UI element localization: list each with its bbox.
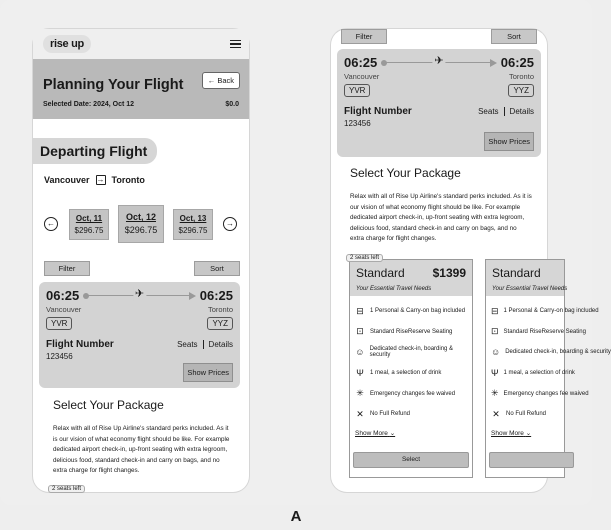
package-card-header [486, 260, 568, 296]
date-label: Oct, 11 [75, 214, 103, 223]
date-label: Oct, 12 [125, 212, 156, 222]
package-tagline: Your Essential Travel Needs [492, 286, 568, 292]
feature-label: 1 Personal & Carry-on bag included [370, 308, 466, 315]
package-description: Relax with all of Rise Up Airline's standard perks included. As it is our vision of what economy flight should be like. For example dedicated airport check-in, up-front seating with extra legroom, delicious food, standard check-in and carry on bags, and no extra charge for flight changes. [53, 425, 230, 474]
feature-item [486, 322, 586, 343]
feature-label: No Full Refund [506, 411, 547, 418]
show-prices-button[interactable]: Show Prices [484, 132, 534, 151]
seats-link[interactable]: Seats [478, 107, 499, 116]
origin-code: YVR [46, 317, 72, 330]
flight-number: 123456 [344, 119, 371, 128]
feature-label: No Full Refund [370, 411, 411, 418]
flight-number-label: Flight Number [344, 106, 412, 117]
date-card-oct-12[interactable] [118, 205, 164, 243]
feature-item [486, 383, 589, 404]
date-label: Oct, 13 [179, 214, 207, 223]
package-section [350, 166, 532, 245]
package-title: Select Your Package [53, 398, 164, 412]
origin-city: Vancouver [344, 72, 380, 81]
back-button[interactable]: ← Back [202, 72, 240, 89]
feature-item [350, 383, 472, 404]
phone-screen-left [33, 29, 249, 492]
feature-item [486, 342, 611, 363]
feature-label: 1 meal, a selection of drink [370, 370, 442, 377]
flight-path [381, 54, 497, 68]
flight-number: 123456 [46, 352, 73, 361]
phone-screen-right [331, 29, 611, 492]
prev-arrow-icon[interactable]: ← [44, 217, 58, 231]
airplane-icon: ✈ [434, 54, 444, 67]
package-section [53, 398, 233, 477]
menu-icon[interactable] [230, 40, 241, 48]
feature-label: Dedicated check-in, boarding & security [505, 349, 611, 356]
destination-city: Toronto [207, 305, 233, 314]
departure-time: 06:25 [46, 288, 80, 303]
show-more-label: Show More [355, 429, 388, 437]
person-check-icon: ☺ [355, 347, 365, 358]
seat-icon: ⊡ [491, 326, 499, 337]
package-name: Standard [492, 266, 541, 280]
origin-city: Vancouver [44, 175, 90, 185]
meal-icon: Ψ [356, 368, 364, 379]
luggage-icon: ⊟ [356, 305, 364, 316]
arrow-right-icon: → [96, 175, 105, 184]
filter-button[interactable]: Filter [44, 261, 90, 276]
destination-city: Toronto [508, 72, 534, 81]
logo: rise up [43, 35, 91, 53]
package-card-standard[interactable] [349, 259, 473, 478]
asterisk-icon: ✳ [491, 388, 499, 399]
date-price: $296.75 [74, 226, 104, 235]
date-price: $296.75 [178, 226, 208, 235]
departing-flight-heading: Departing Flight [33, 138, 157, 164]
x-icon: ✕ [356, 408, 364, 419]
seats-left-badge: 2 seats left [48, 485, 85, 493]
feature-label: 1 Personal & Carry-on bag included [503, 308, 599, 315]
filter-sort-bar [341, 29, 537, 44]
total-amount: $0.0 [225, 101, 239, 108]
select-button[interactable]: Select [353, 452, 469, 468]
date-price: $296.75 [124, 225, 158, 235]
feature-item [486, 363, 575, 384]
package-price: $1399 [432, 266, 466, 280]
page-title: Planning Your Flight [43, 77, 184, 93]
person-check-icon: ☺ [491, 347, 501, 358]
seats-left-badge: 2 seats left [346, 254, 383, 262]
top-bar [33, 29, 249, 59]
filter-button[interactable]: Filter [341, 29, 387, 44]
chevron-down-icon: ⌄ [525, 429, 532, 437]
feature-label: Dedicated check-in, boarding & security [369, 346, 454, 359]
package-name: Standard [356, 266, 405, 280]
chevron-down-icon: ⌄ [389, 429, 396, 437]
feature-label: Emergency changes fee waived [370, 390, 456, 397]
arrival-time: 06:25 [500, 55, 534, 70]
destination-code: YYZ [508, 84, 534, 97]
show-prices-button[interactable]: Show Prices [183, 363, 233, 382]
flight-path [83, 287, 196, 301]
feature-item [350, 342, 472, 363]
details-link[interactable]: Details [208, 340, 233, 349]
feature-label: Standard RiseReserve Seating [503, 328, 586, 335]
package-card-standard-2[interactable] [485, 259, 611, 478]
sort-button[interactable]: Sort [194, 261, 240, 276]
sort-button[interactable]: Sort [491, 29, 537, 44]
details-link[interactable]: Details [509, 107, 534, 116]
feature-label: 1 meal, a selection of drink [503, 370, 575, 377]
feature-item [350, 363, 472, 384]
package-tagline: Your Essential Travel Needs [356, 286, 432, 292]
meal-icon: Ψ [491, 368, 499, 379]
feature-item [486, 404, 564, 425]
show-more-label: Show More [491, 429, 524, 437]
seats-link[interactable]: Seats [177, 340, 198, 349]
arrival-time: 06:25 [199, 288, 233, 303]
show-more-link[interactable] [486, 429, 564, 437]
seat-icon: ⊡ [356, 326, 364, 337]
selected-date: Selected Date: 2024, Oct 12 [43, 101, 135, 108]
date-card-oct-13[interactable] [173, 209, 213, 240]
package-card-header [350, 260, 472, 296]
figure-caption: A [290, 508, 302, 525]
show-more-link[interactable] [350, 429, 472, 437]
feature-item [350, 301, 472, 322]
next-arrow-icon[interactable]: → [223, 217, 237, 231]
route [44, 175, 145, 185]
feature-item [350, 404, 472, 425]
date-card-oct-11[interactable] [69, 209, 109, 240]
hero-banner [33, 59, 249, 119]
feature-item [350, 322, 472, 343]
filter-sort-bar [44, 261, 240, 276]
asterisk-icon: ✳ [356, 388, 364, 399]
flight-number-label: Flight Number [46, 339, 114, 350]
package-description: Relax with all of Rise Up Airline's standard perks included. As it is our vision of what economy flight should be like. For example dedicated airport check-in, up-front seating with extra legroom, delicious food, standard check-in and carry on bags, and no extra charge for flight changes. [350, 193, 532, 242]
destination-city: Toronto [111, 175, 145, 185]
feature-item [486, 301, 599, 322]
package-title: Select Your Package [350, 166, 461, 180]
feature-label: Emergency changes fee waived [503, 390, 589, 397]
luggage-icon: ⊟ [491, 305, 499, 316]
flight-card[interactable] [39, 282, 240, 388]
x-icon: ✕ [492, 408, 500, 419]
airplane-icon: ✈ [134, 287, 145, 300]
date-selector [44, 205, 238, 241]
feature-label: Standard RiseReserve Seating [370, 328, 453, 335]
origin-code: YVR [344, 84, 370, 97]
origin-city: Vancouver [46, 305, 82, 314]
flight-card[interactable] [337, 49, 541, 157]
departure-time: 06:25 [344, 55, 378, 70]
select-button[interactable] [489, 452, 574, 468]
destination-code: YYZ [207, 317, 233, 330]
